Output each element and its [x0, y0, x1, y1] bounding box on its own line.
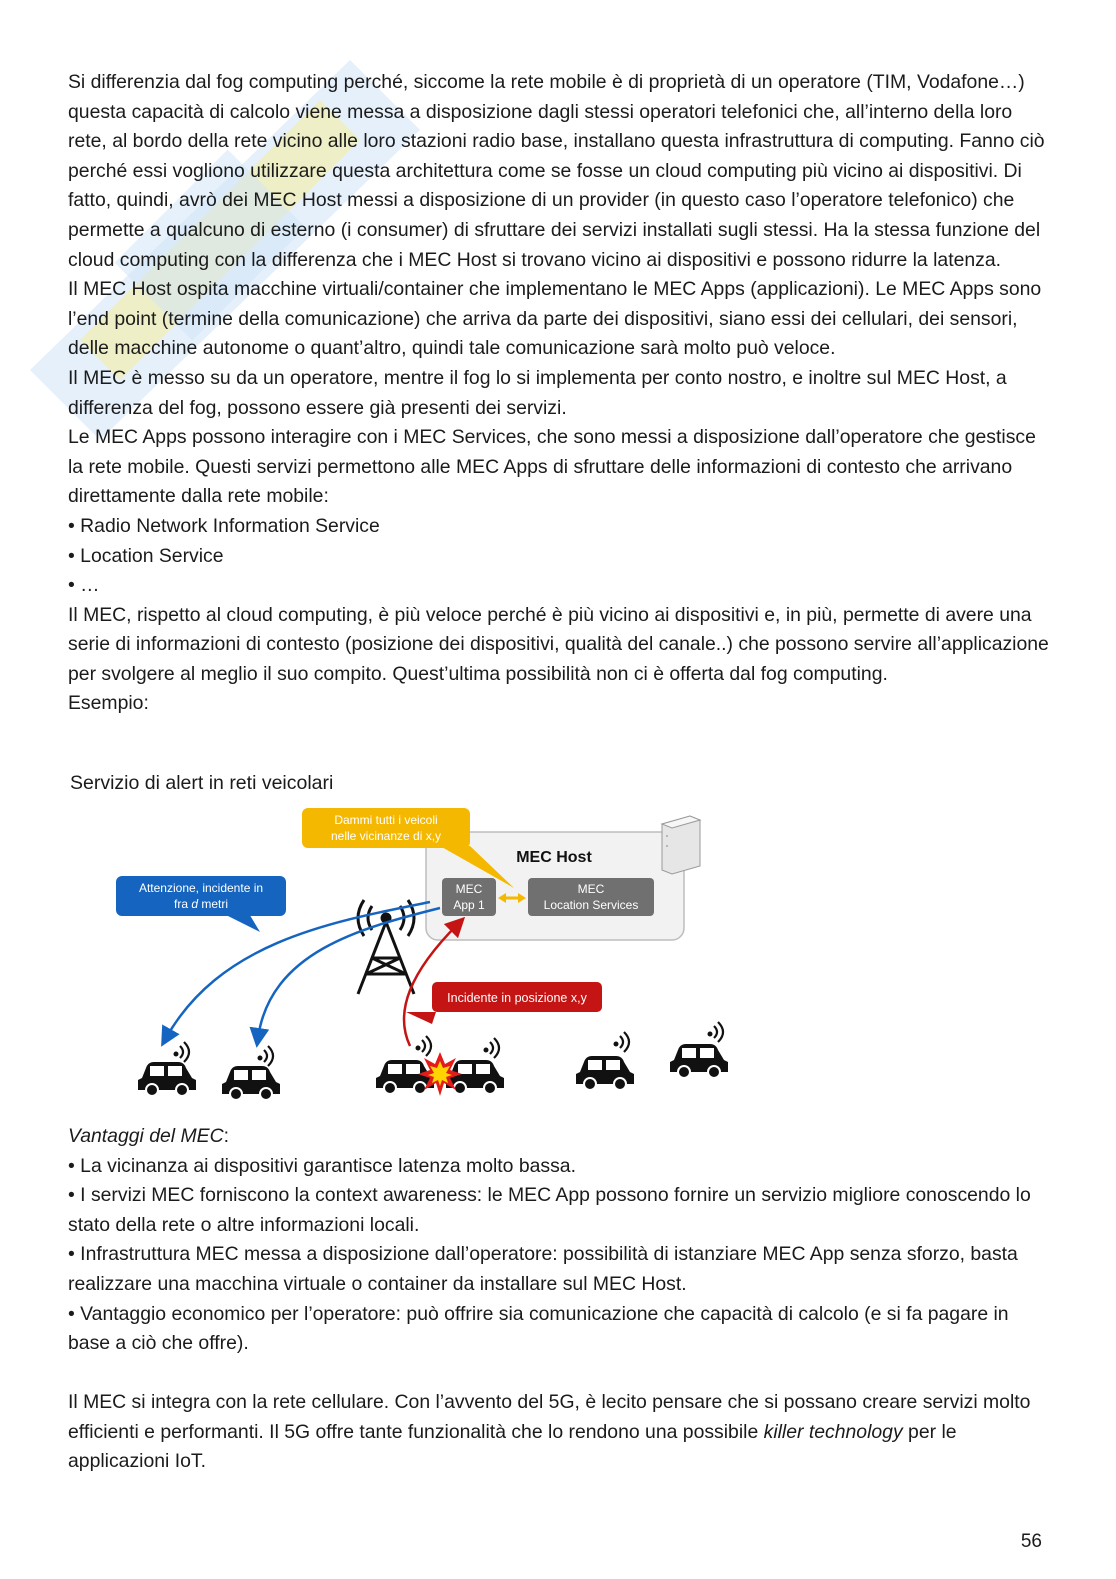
wifi-icon-1: [174, 1042, 190, 1062]
mec-app-box: [442, 878, 496, 916]
body-top: [68, 68, 1050, 719]
mec-host-label: MEC Host: [516, 849, 592, 866]
vantaggi-title: Vantaggi del MEC: [68, 1125, 224, 1147]
car-icon-1: [138, 1062, 196, 1096]
figure-title: Servizio di alert in reti veicolari: [70, 772, 334, 794]
callout-blue-post: metri: [198, 897, 229, 911]
wifi-icon-6: [708, 1022, 724, 1042]
callout-blue: [116, 876, 286, 932]
vantaggi-colon: :: [223, 1125, 229, 1147]
vantaggi-item-latency: • La vicinanza ai dispositivi garantisce latenza molto bassa.: [68, 1154, 576, 1177]
paragraph-mec-services: Le MEC Apps possono interagire con i MEC Services, che sono messi a disposizione dall’operatore che gestisce la rete mobile. Questi servizi permettono alle MEC Apps di sfruttare delle informazioni di contesto che arrivano direttamente dalla rete mobile:: [68, 426, 1036, 508]
wifi-icon-4: [484, 1038, 500, 1058]
vantaggi-item-economic: • Vantaggio economico per l’operatore: può offrire sia comunicazione che capacità di calcolo (e si fa pagare in base a ciò che offre).: [68, 1302, 1009, 1355]
wifi-icon-2: [258, 1046, 274, 1066]
mec-alert-diagram: [110, 802, 750, 1112]
list-item-ellipsis: • …: [68, 574, 100, 597]
vantaggi-section: [68, 1122, 1050, 1359]
callout-yellow-line2: nelle vicinanze di x,y: [330, 829, 442, 843]
server-icon: [662, 816, 700, 874]
callout-blue-pre: fra: [173, 897, 192, 911]
mec-app-line2: App 1: [453, 898, 485, 912]
example-label: Esempio:: [68, 692, 149, 715]
callout-yellow-line1: Dammi tutti i veicoli: [334, 813, 438, 827]
car-icon-2: [222, 1066, 280, 1100]
callout-red: [406, 982, 602, 1024]
final-emph: killer technology: [763, 1420, 903, 1443]
final-paragraph: [68, 1388, 1050, 1477]
wifi-icon-3: [416, 1036, 432, 1056]
callout-red-label: Incidente in posizione x,y: [447, 991, 587, 1005]
paragraph-mec-host: Il MEC Host ospita macchine virtuali/container che implementano le MEC Apps (applicazioni). Le MEC Apps sono l’end point (termine della comunicazione) che arriva da parte dei dispositivi, siano essi dei cellulari, dei sensori, delle macchine autonome o quant’altro, quindi tale comunicazione sarà molto può veloce.: [68, 278, 1042, 360]
list-item-radio-network: • Radio Network Information Service: [68, 514, 380, 537]
paragraph-mec-vs-fog: Il MEC è messo su da un operatore, mentre il fog lo si implementa per conto nostro, e inoltre sul MEC Host, a differenza del fog, possono essere già presenti dei servizi.: [68, 366, 1007, 419]
page-number: 56: [1020, 1531, 1042, 1552]
vantaggi-item-infra: • Infrastruttura MEC messa a disposizione dall’operatore: possibilità di istanziare MEC App senza sforzo, basta realizzare una macchina virtuale o container da installare sul MEC Host.: [68, 1243, 1018, 1295]
mec-location-line1: MEC: [577, 882, 605, 896]
final-part1: Il MEC si integra con la rete cellulare. Con l’avvento del 5G, è lecito pensare che si possano creare servizi molto efficienti e performanti. Il 5G offre tante funzionalità che lo rendono una possibile: [68, 1391, 1031, 1443]
callout-blue-line2: [174, 897, 228, 911]
mec-location-line2: Location Services: [543, 898, 639, 912]
mec-app-line1: MEC: [455, 882, 483, 896]
car-icon-6: [670, 1044, 728, 1078]
callout-blue-var: d: [191, 897, 199, 911]
vantaggi-heading: [68, 1122, 1050, 1152]
vantaggi-item-context: • I servizi MEC forniscono la context awareness: le MEC App possono fornire un servizio migliore conoscendo lo stato della rete o altre informazioni locali.: [68, 1184, 1031, 1236]
final-part2: per le applicazioni IoT.: [68, 1420, 957, 1473]
callout-blue-line1: Attenzione, incidente in: [138, 881, 264, 895]
wifi-icon-5: [614, 1032, 630, 1052]
paragraph-intro: Si differenzia dal fog computing perché, siccome la rete mobile è di proprietà di un operatore (TIM, Vodafone…) questa capacità di calcolo viene messa a disposizione dagli stessi operatori telefonici che, all’interno della loro rete, al bordo della rete vicino alle loro stazioni radio base, installano questa infrastruttura di computing. Fanno ciò perché essi vogliono utilizzare questa architettura come se fosse un cloud computing più vicino ai dispositivi. Di fatto, quindi, avrò dei MEC Host messi a disposizione di un provider (in questo caso l’operatore telefonico) che permette a qualcuno di esterno (i consumer) di sfruttare dei servizi installati sugli stessi. Ha la stessa funzione del cloud computing con la differenza che i MEC Host si trovano vicino ai dispositivi e possono ridurre la latenza.: [68, 71, 1045, 271]
paragraph-mec-cloud: Il MEC, rispetto al cloud computing, è più veloce perché è più vicino ai dispositivi e, in più, permette di avere una serie di informazioni di contesto (posizione dei dispositivi, qualità del canale..) che possono servire all’applicazione per svolgere al meglio il suo compito. Quest’ultima possibilità non ci è offerta dal fog computing.: [68, 603, 1049, 685]
list-item-location: • Location Service: [68, 544, 224, 567]
car-icon-5: [576, 1056, 634, 1090]
crash-icon: [418, 1052, 462, 1096]
mec-location-box: [528, 878, 654, 916]
